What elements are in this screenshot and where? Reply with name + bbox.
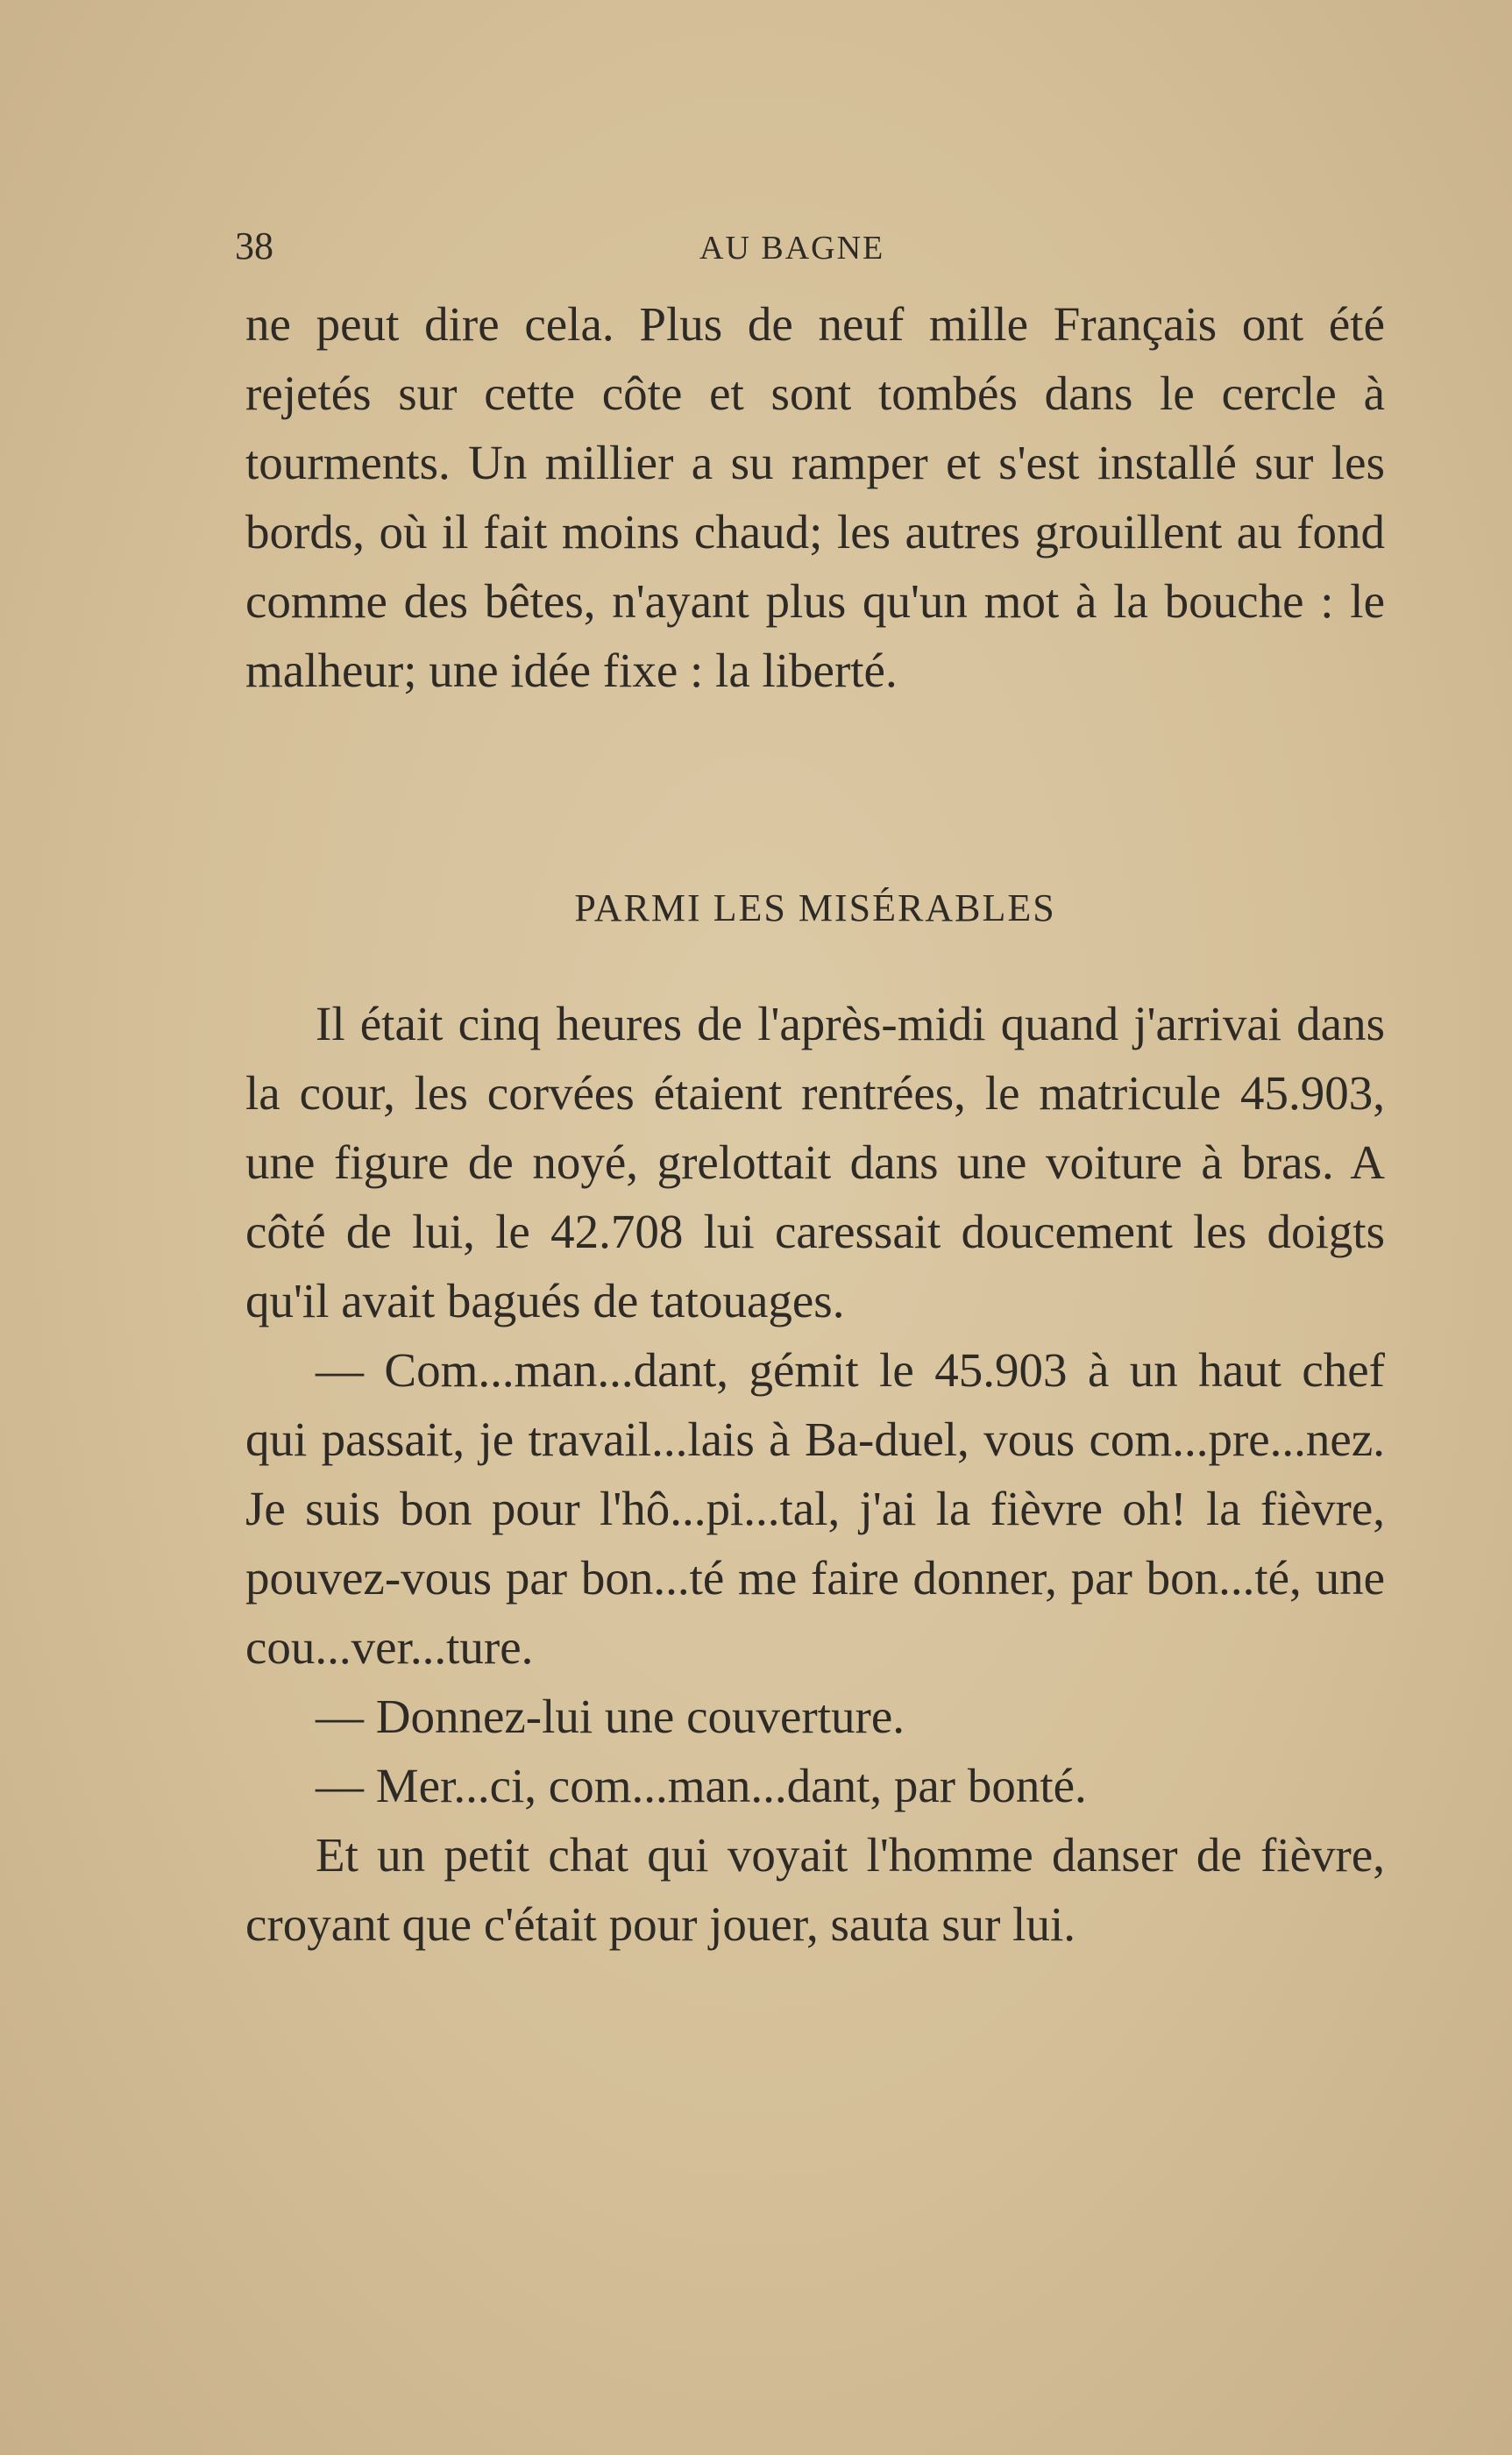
paragraph: — Mer...ci, com...man...dant, par bonté. [316,1759,1087,1812]
page-header [235,224,1392,276]
main-text-block [245,989,1385,1959]
paragraph: Et un petit chat qui voyait l'homme danser de fièvre, croyant que c'était pour jouer, sauta sur lui. [245,1828,1385,1951]
running-head: AU BAGNE [699,230,885,267]
page-number: 38 [235,224,273,267]
section-title: PARMI LES MISÉRABLES [574,886,1056,929]
paragraph: — Donnez-lui une couverture. [316,1690,905,1743]
intro-text-block [245,289,1385,705]
paragraph: — Com...man...dant, gémit le 45.903 à un haut chef qui passait, je travail...lais à Ba-duel, vous com...pre...nez. Je suis bon pour l'hô...pi...tal, j'ai la fièvre oh! la fièvre, pouvez-vous par bon...té me faire donner, par bon...té, une cou...ver...ture. [245,1343,1385,1674]
paragraph: Il était cinq heures de l'après-midi quand j'arrivai dans la cour, les corvées étaient rentrées, le matricule 45.903, une figure de noyé, grelottait dans une voiture à bras. A côté de lui, le 42.708 lui caressait doucement les doigts qu'il avait bagués de tatouages. [245,997,1385,1327]
intro-paragraph: ne peut dire cela. Plus de neuf mille Français ont été rejetés sur cette côte et sont tombés dans le cercle à tourments. Un millier a su ramper et s'est installé sur les bords, où il fait moins chaud; les autres grouillent au fond comme des bêtes, n'ayant plus qu'un mot à la bouche : le malheur; une idée fixe : la liberté. [245,297,1385,697]
